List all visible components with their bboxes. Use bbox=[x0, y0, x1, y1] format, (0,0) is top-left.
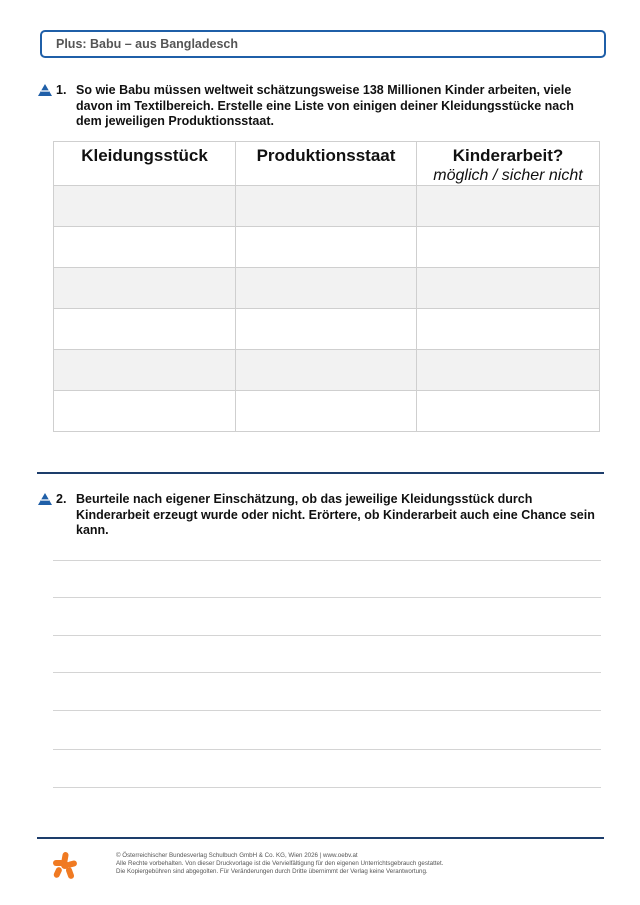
table-cell[interactable] bbox=[236, 350, 417, 391]
page-title: Plus: Babu – aus Bangladesch bbox=[56, 37, 238, 51]
footer-divider bbox=[37, 837, 604, 839]
clothing-table bbox=[53, 141, 600, 432]
footer-line: Alle Rechte vorbehalten. Von dieser Druckvorlage ist die Vervielfältigung für den eigenen Unterrichtsgebrauch gestattet. bbox=[116, 860, 444, 867]
table-cell[interactable] bbox=[417, 391, 600, 432]
table-cell[interactable] bbox=[417, 309, 600, 350]
table-cell[interactable] bbox=[236, 309, 417, 350]
table-row bbox=[54, 391, 600, 432]
task-1 bbox=[38, 83, 598, 133]
table-row bbox=[54, 227, 600, 268]
task-2 bbox=[38, 492, 598, 542]
writing-line[interactable] bbox=[53, 787, 601, 788]
table-cell[interactable] bbox=[54, 350, 236, 391]
table-cell[interactable] bbox=[54, 391, 236, 432]
footer-line: Die Kopiergebühren sind abgegolten. Für Veränderungen durch Dritte übernimmt der Verlag keine Verantwortung. bbox=[116, 868, 428, 875]
table-row bbox=[54, 309, 600, 350]
table-cell[interactable] bbox=[417, 186, 600, 227]
triangle-level-icon bbox=[38, 84, 52, 96]
table-cell[interactable] bbox=[236, 268, 417, 309]
column-header: Kleidungsstück bbox=[54, 142, 236, 186]
task-number: 2. bbox=[56, 492, 67, 506]
table-cell[interactable] bbox=[54, 227, 236, 268]
table-row bbox=[54, 186, 600, 227]
column-header: Produktionsstaat bbox=[236, 142, 417, 186]
table-cell[interactable] bbox=[417, 268, 600, 309]
table-cell[interactable] bbox=[417, 227, 600, 268]
writing-line[interactable] bbox=[53, 710, 601, 711]
task-text: Beurteile nach eigener Einschätzung, ob das jeweilige Kleidungsstück durch Kinderarbeit erzeugt wurde oder nicht. Erörtere, ob Kinderarbeit auch eine Chance sein kann. bbox=[76, 492, 595, 537]
triangle-level-icon bbox=[38, 493, 52, 505]
writing-line[interactable] bbox=[53, 560, 601, 561]
table-cell[interactable] bbox=[54, 268, 236, 309]
title-box bbox=[40, 30, 606, 58]
writing-line[interactable] bbox=[53, 635, 601, 636]
footer-text bbox=[116, 852, 556, 876]
table-cell[interactable] bbox=[54, 309, 236, 350]
table-row bbox=[54, 350, 600, 391]
column-header-label: Kinderarbeit? bbox=[452, 146, 564, 165]
task-number: 1. bbox=[56, 83, 67, 97]
table-cell[interactable] bbox=[236, 227, 417, 268]
writing-line[interactable] bbox=[53, 597, 601, 598]
table-cell[interactable] bbox=[54, 186, 236, 227]
table-row bbox=[54, 268, 600, 309]
task-text: So wie Babu müssen weltweit schätzungsweise 138 Millionen Kinder arbeiten, viele davon im Textilbereich. Erstelle eine Liste von einigen deiner Kleidungsstücke nach dem jeweiligen Produktionsstaat. bbox=[76, 83, 574, 128]
table-cell[interactable] bbox=[417, 350, 600, 391]
section-divider bbox=[37, 472, 604, 474]
footer-line: © Österreichischer Bundesverlag Schulbuch GmbH & Co. KG, Wien 2026 | www.oebv.at bbox=[116, 852, 358, 859]
column-header-sub: möglich / sicher nicht bbox=[433, 167, 583, 184]
table-header-row bbox=[54, 142, 600, 186]
column-header bbox=[417, 142, 600, 186]
writing-line[interactable] bbox=[53, 672, 601, 673]
table-cell[interactable] bbox=[236, 186, 417, 227]
table-cell[interactable] bbox=[236, 391, 417, 432]
writing-line[interactable] bbox=[53, 749, 601, 750]
oebv-logo bbox=[52, 850, 78, 880]
